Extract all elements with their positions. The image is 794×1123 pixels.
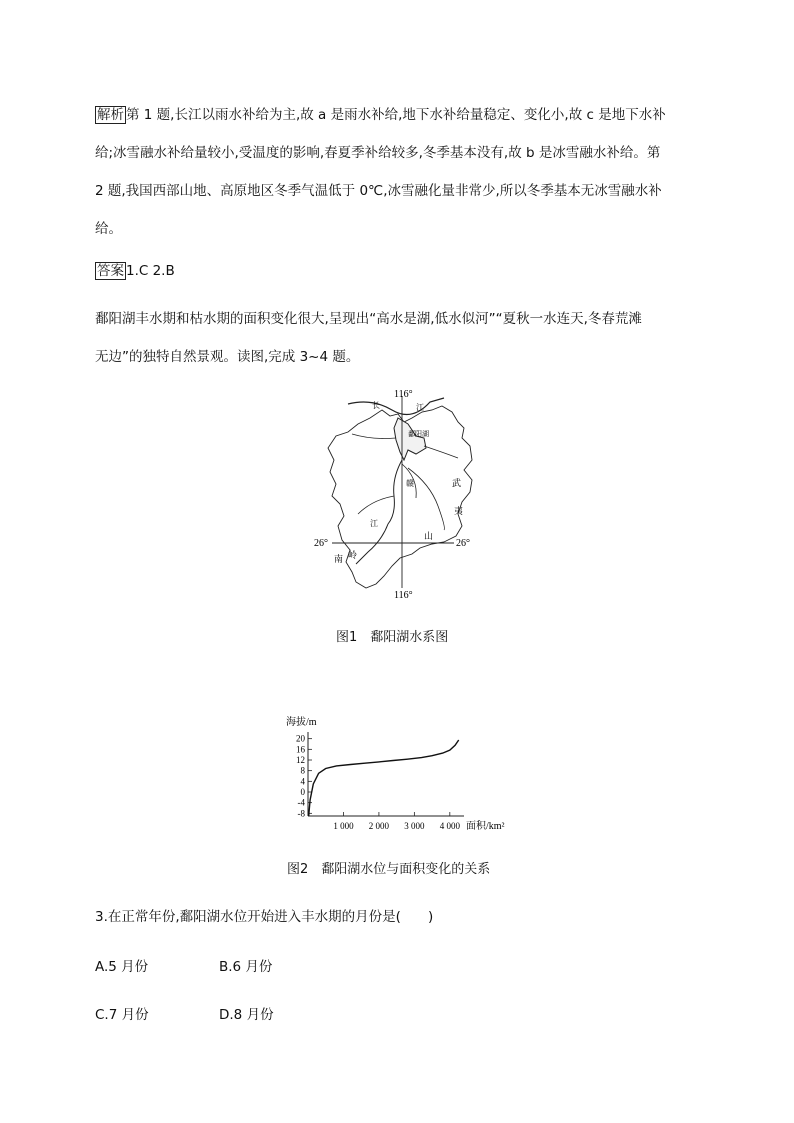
- question-stem: 3.在正常年份,鄱阳湖水位开始进入丰水期的月份是( ): [95, 909, 434, 925]
- lon-label-top: 116°: [394, 389, 413, 400]
- answer-line: [95, 252, 705, 290]
- y-tick-label: 8: [300, 765, 305, 776]
- y-tick-label: 12: [296, 755, 305, 765]
- wu-label: 武: [452, 478, 462, 488]
- xin-river: [424, 446, 458, 458]
- x-tick-label: 2 000: [368, 821, 390, 831]
- x-tick-label: 4 000: [439, 821, 460, 831]
- fu-river: [408, 468, 444, 530]
- y-tick-label: 4: [300, 776, 305, 787]
- answer-text: 1.C 2.B: [126, 263, 175, 279]
- map-caption: 图1 鄱阳湖水系图: [336, 630, 449, 645]
- intro-paragraph: [95, 300, 705, 376]
- chart-caption: 图2 鄱阳湖水位与面积变化的关系: [287, 862, 491, 877]
- analysis-line-4: 给。: [95, 221, 122, 237]
- option-b[interactable]: B.6 月份: [219, 959, 273, 975]
- answer-tag: 答案: [97, 263, 124, 279]
- x-tick-label: 1 000: [333, 821, 354, 831]
- y-tick-label: 20: [296, 733, 305, 744]
- y-tick-label: 0: [300, 787, 305, 797]
- nan-label: 南: [334, 554, 344, 564]
- series-line: [309, 740, 459, 816]
- analysis-line-2: 给;冰雪融水补给量较小,受温度的影响,春夏季补给较多,冬季基本没有,故 b 是冰雪融水补给。第: [95, 145, 661, 161]
- lat-label-right: 26°: [456, 538, 470, 549]
- y-tick-label: -8: [297, 808, 305, 819]
- tributary-west: [358, 496, 394, 514]
- lon-label-bottom: 116°: [394, 590, 413, 601]
- gan-river: [356, 460, 402, 564]
- x-axis-label: 面积/km²: [466, 821, 505, 832]
- yangtze-river: [348, 398, 444, 415]
- water-level-area-chart: [280, 712, 520, 834]
- shan-label: 山: [424, 531, 434, 541]
- y-tick-label: -4: [297, 797, 305, 808]
- jiang-label: 江: [370, 519, 378, 528]
- ling-label: 岭: [348, 550, 358, 560]
- y-axis-label: 海拔/m: [286, 717, 317, 728]
- yi-label: 夷: [454, 506, 464, 516]
- analysis-tag: 解析: [97, 107, 124, 123]
- poyang-lake: [394, 418, 426, 460]
- xiu-river: [352, 434, 396, 439]
- x-tick-label: 3 000: [404, 821, 425, 831]
- analysis-line-3: 2 题,我国西部山地、高原地区冬季气温低于 0℃,冰雪融化量非常少,所以冬季基本无冰雪融水补: [95, 183, 662, 199]
- analysis-paragraph: [95, 96, 705, 248]
- poyang-river-map: [312, 388, 492, 602]
- intro-line-1: 鄱阳湖丰水期和枯水期的面积变化很大,呈现出“高水是湖,低水似河”“夏秋一水连天,冬春荒滩: [95, 311, 642, 327]
- intro-line-2: 无边”的独特自然景观。读图,完成 3~4 题。: [95, 349, 360, 365]
- lake-label: 鄱阳湖: [408, 430, 429, 438]
- changjiang-label-1: 长: [372, 401, 380, 410]
- lat-label-left: 26°: [314, 538, 328, 549]
- y-tick-label: 16: [296, 744, 305, 755]
- gan-label: 赣: [406, 479, 414, 488]
- option-a[interactable]: A.5 月份: [95, 959, 149, 975]
- option-d[interactable]: D.8 月份: [219, 1007, 274, 1023]
- analysis-line-1: 解析 第 1 题,长江以雨水补给为主,故 a 是雨水补给,地下水补给量稳定、变化小,故 c 是地下水补: [97, 107, 666, 123]
- option-c[interactable]: C.7 月份: [95, 1007, 149, 1023]
- changjiang-label-2: 江: [416, 403, 424, 412]
